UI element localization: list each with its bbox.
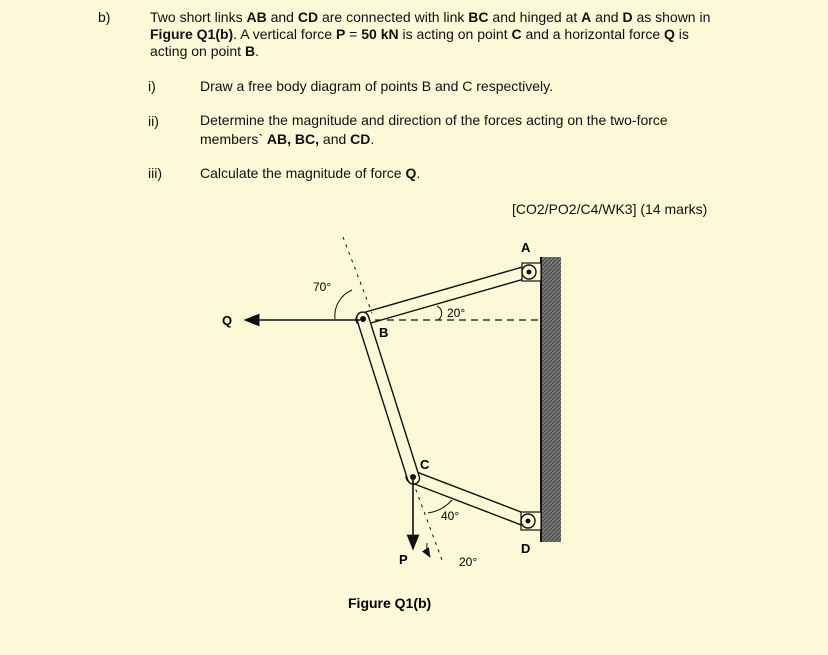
label-q: Q <box>222 313 233 328</box>
intro-bold: AB <box>246 9 267 25</box>
intro-bold: Q <box>664 26 675 42</box>
intro-text: and <box>591 9 623 25</box>
part-ii-text: and <box>319 131 351 147</box>
part-iii-text: Calculate the magnitude of force <box>200 165 406 181</box>
intro-bold: Figure Q1(b) <box>150 26 234 42</box>
marks-label: [CO2/PO2/C4/WK3] (14 marks) <box>512 201 708 217</box>
reference-line-70 <box>343 237 372 313</box>
joint-c <box>410 474 416 480</box>
hinge-a <box>522 263 541 281</box>
label-c: C <box>420 457 430 472</box>
intro-text: = <box>345 26 362 42</box>
question-label: b) <box>98 9 111 25</box>
label-a: A <box>521 240 531 255</box>
joint-b <box>360 316 366 322</box>
intro-text: Two short links <box>150 9 247 25</box>
part-number-iii: iii) <box>148 165 162 181</box>
part-number-ii: ii) <box>148 113 159 129</box>
intro-bold: A <box>581 9 592 25</box>
reference-line-bc-extension <box>413 482 442 560</box>
intro-text: is acting on point <box>150 26 689 59</box>
intro-text: and hinged at <box>488 9 582 25</box>
intro-bold: P <box>335 26 346 42</box>
label-b: B <box>379 325 389 340</box>
label-angle-70: 70° <box>313 280 332 294</box>
part-ii-text: Determine the magnitude and direction of the forces acting on the two-force members` <box>200 112 668 147</box>
intro-text: . <box>255 43 259 59</box>
intro-bold: 50 kN <box>361 26 399 42</box>
intro-bold: D <box>622 9 633 25</box>
part-ii-text: . <box>370 131 375 147</box>
wall-support <box>541 257 561 542</box>
label-angle-20-bottom: 20° <box>459 555 478 569</box>
angle-arc-70 <box>335 290 352 319</box>
intro-text: and <box>266 9 298 25</box>
label-d: D <box>521 541 531 556</box>
label-angle-40: 40° <box>441 509 460 523</box>
part-text-i: Draw a free body diagram of points B and C respectively. <box>200 78 554 94</box>
part-ii-bold: AB, BC, <box>266 131 320 147</box>
intro-text: are connected with link <box>318 9 469 25</box>
intro-text: and a horizontal force <box>521 26 665 42</box>
intro-bold: B <box>244 43 256 59</box>
part-iii-bold: Q <box>405 165 417 181</box>
intro-bold: CD <box>297 9 319 25</box>
intro-bold: BC <box>468 9 489 25</box>
link-cd <box>404 469 534 529</box>
intro-text: as shown in <box>632 9 711 25</box>
label-angle-20-top: 20° <box>447 306 466 320</box>
part-ii-bold: CD <box>350 131 371 147</box>
intro-text: is acting on point <box>398 26 512 42</box>
angle-arc-20-top <box>437 306 442 320</box>
part-iii-text: . <box>416 165 421 181</box>
angle-arc-20-bottom <box>427 543 430 557</box>
intro-text: . A vertical force <box>233 26 336 42</box>
hinge-d <box>521 512 541 530</box>
intro-bold: C <box>511 26 522 42</box>
part-number-i: i) <box>148 78 156 94</box>
label-p: P <box>399 552 408 567</box>
link-ab <box>355 264 536 327</box>
figure-caption: Figure Q1(b) <box>348 595 432 611</box>
